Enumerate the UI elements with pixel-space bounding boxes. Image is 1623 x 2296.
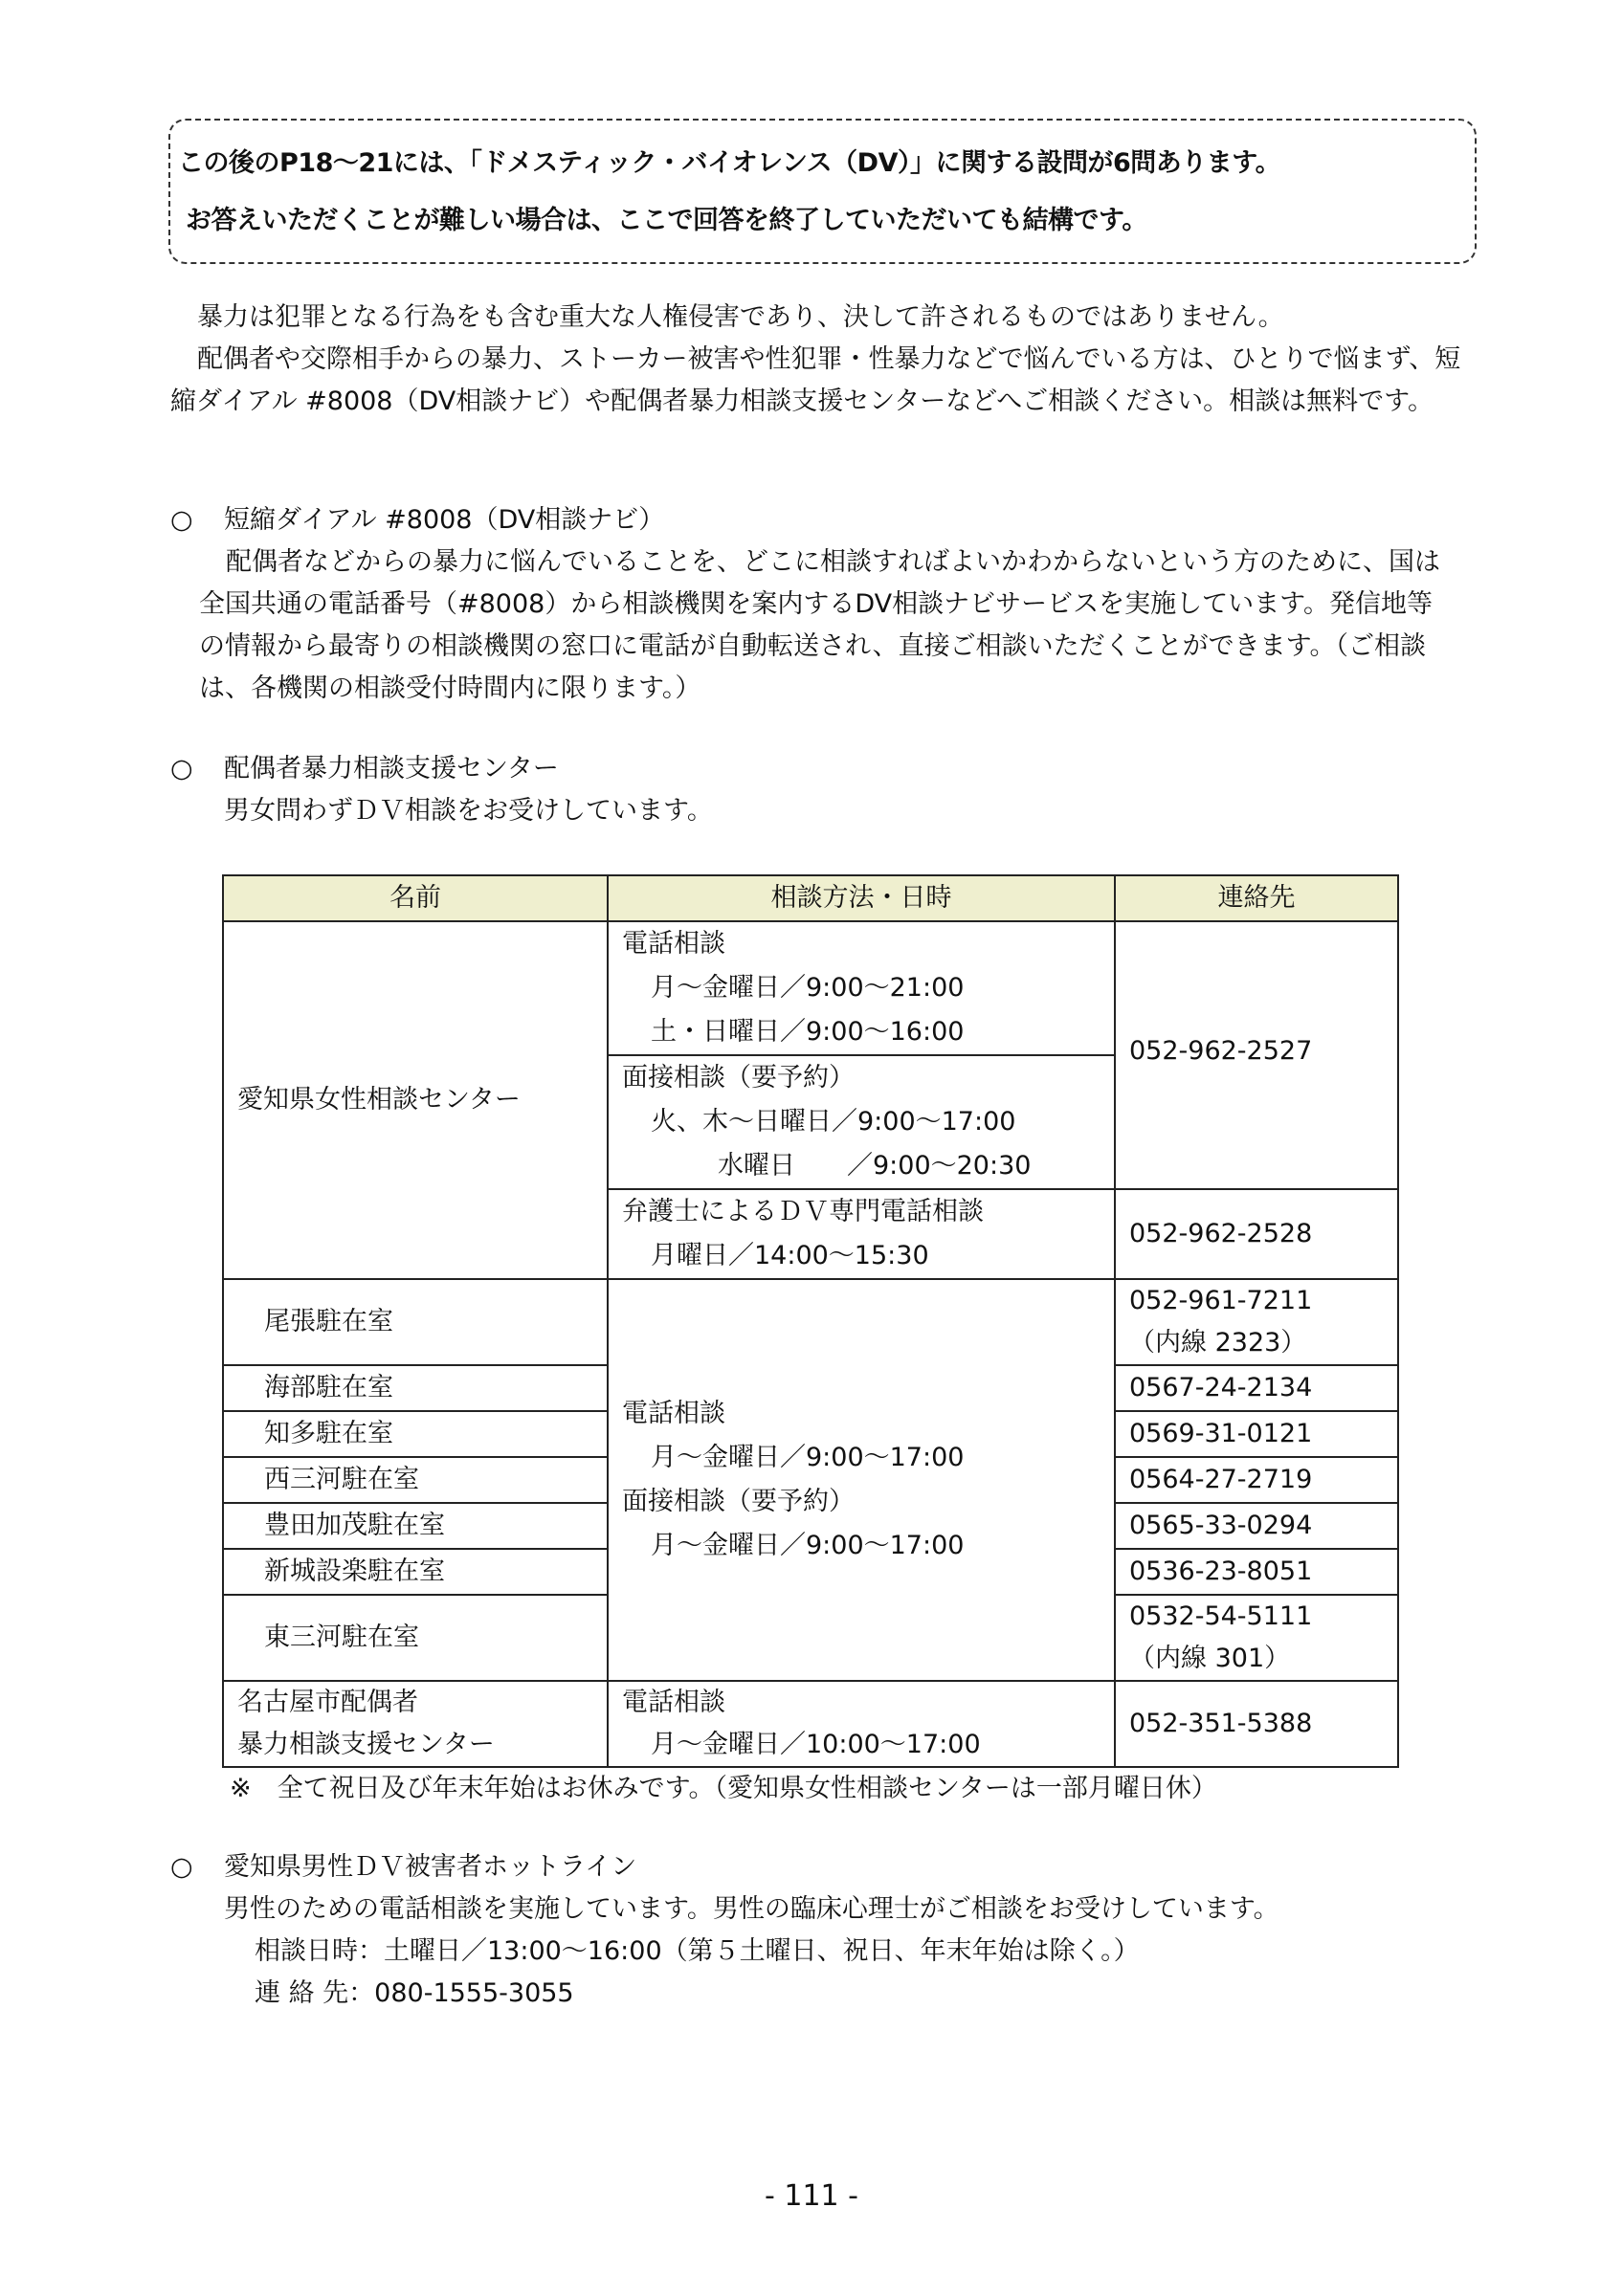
branch-name: 尾張駐在室 (223, 1279, 608, 1365)
lawyer-title: 弁護士によるＤＶ専門電話相談 (622, 1197, 984, 1226)
lawyer-hours-1: 月曜日／14:00～15:30 (651, 1241, 929, 1270)
lawyer-hours (608, 1189, 1115, 1279)
intro-paragraph-2: 配偶者や交際相手からの暴力、ストーカー被害や性犯罪・性暴力などで悩んでいる方は、ひとりで悩まず、短縮ダイアル #8008（DV相談ナビ）や配偶者暴力相談支援センターなどへご相談ください。相談は無料です。 (170, 344, 1461, 416)
branch-tel-ext: （内線 301） (1129, 1644, 1291, 1673)
branch-tel: 0565-33-0294 (1115, 1503, 1398, 1549)
section-title: 愛知県男性ＤＶ被害者ホットライン (224, 1852, 637, 1882)
header-method: 相談方法・日時 (608, 875, 1115, 921)
branch-method-title-1: 電話相談 (622, 1399, 725, 1428)
section-body: 男性のための電話相談を実施しています。男性の臨床心理士がご相談をお受けしています。 (224, 1894, 1279, 1924)
nagoya-method-title: 電話相談 (622, 1688, 725, 1717)
table-header-row (223, 875, 1398, 921)
section-dv-navi (170, 499, 1453, 710)
branch-name: 西三河駐在室 (223, 1457, 608, 1503)
section-body: 男女問わずＤＶ相談をお受けしています。 (224, 796, 713, 826)
visit-hours-2: 水曜日 ／9:00～20:30 (718, 1151, 1032, 1181)
section-title: 短縮ダイアル #8008（DV相談ナビ） (224, 505, 665, 535)
visit-hours-1: 火、木～日曜日／9:00～17:00 (651, 1107, 1016, 1137)
branch-tel: 0536-23-8051 (1115, 1549, 1398, 1595)
branch-name: 豊田加茂駐在室 (223, 1503, 608, 1549)
branch-tel: 0564-27-2719 (1115, 1457, 1398, 1503)
intro-text (170, 297, 1472, 423)
table-note: ※ 全て祝日及び年末年始はお休みです。（愛知県女性相談センターは一部月曜日休） (230, 1774, 1217, 1803)
table-row (223, 921, 1398, 1055)
branch-tel-number: 0532-54-5111 (1129, 1601, 1313, 1631)
notice-line-2: お答えいただくことが難しい場合は、ここで回答を終了していただいても結構です。 (186, 206, 1147, 235)
branch-tel-number: 052-961-7211 (1129, 1286, 1313, 1315)
circle-bullet-icon: ○ (170, 505, 193, 535)
consultation-table (222, 874, 1399, 1768)
section-support-center (170, 748, 1478, 832)
header-name: 名前 (223, 875, 608, 921)
center-tel-1: 052-962-2527 (1115, 921, 1398, 1189)
center-phone-hours (608, 921, 1115, 1055)
center-visit-hours (608, 1055, 1115, 1189)
nagoya-name (223, 1681, 608, 1767)
notice-line-1: この後のP18～21には、「ドメスティック・バイオレンス（DV）」に関する設問が6問あります。 (178, 148, 1281, 178)
nagoya-name-1: 名古屋市配偶者 (237, 1688, 418, 1717)
section-male-hotline (170, 1846, 1508, 2015)
branch-tel: 0567-24-2134 (1115, 1365, 1398, 1411)
branch-tel: 0569-31-0121 (1115, 1411, 1398, 1457)
page-number: - 111 - (765, 2179, 858, 2213)
branch-name: 知多駐在室 (223, 1411, 608, 1457)
center-tel-2: 052-962-2528 (1115, 1189, 1398, 1279)
phone-title: 電話相談 (622, 929, 725, 959)
nagoya-name-2: 暴力相談支援センター (237, 1730, 495, 1759)
hotline-contact: 連 絡 先：080-1555-3055 (255, 1978, 574, 2008)
nagoya-method-hours: 月～金曜日／10:00～17:00 (651, 1730, 981, 1759)
nagoya-method (608, 1681, 1115, 1767)
notice-box (168, 119, 1477, 264)
branch-name: 新城設楽駐在室 (223, 1549, 608, 1595)
circle-bullet-icon: ○ (170, 1852, 193, 1882)
branch-tel-ext: （内線 2323） (1129, 1328, 1307, 1358)
table-row (223, 1681, 1398, 1767)
nagoya-tel: 052-351-5388 (1115, 1681, 1398, 1767)
visit-title: 面接相談（要予約） (622, 1063, 855, 1093)
intro-paragraph-1: 暴力は犯罪となる行為をも含む重大な人権侵害であり、決して許されるものではありません。 (197, 302, 1284, 332)
branch-name: 東三河駐在室 (223, 1595, 608, 1681)
branch-method-hours-2: 月～金曜日／9:00～17:00 (651, 1531, 965, 1560)
center-name: 愛知県女性相談センター (223, 921, 608, 1279)
branch-tel (1115, 1279, 1398, 1365)
branch-tel (1115, 1595, 1398, 1681)
table-row (223, 1279, 1398, 1365)
circle-bullet-icon: ○ (170, 754, 193, 784)
branch-method (608, 1279, 1115, 1681)
branch-method-title-2: 面接相談（要予約） (622, 1487, 855, 1516)
section-body: 配偶者などからの暴力に悩んでいることを、どこに相談すればよいかわからないという方のために、国は全国共通の電話番号（#8008）から相談機関を案内するDV相談ナビサービスを実施しています。発信地等の情報から最寄りの相談機関の窓口に電話が自動転送され、直接ご相談いただくことができます。（ご相談は、各機関の相談受付時間内に限ります。） (199, 547, 1440, 703)
header-contact: 連絡先 (1115, 875, 1398, 921)
hotline-hours: 相談日時：土曜日／13:00～16:00（第５土曜日、祝日、年末年始は除く。） (255, 1936, 1140, 1966)
phone-hours-2: 土・日曜日／9:00～16:00 (651, 1017, 965, 1047)
section-title: 配偶者暴力相談支援センター (224, 754, 559, 784)
branch-name: 海部駐在室 (223, 1365, 608, 1411)
branch-method-hours-1: 月～金曜日／9:00～17:00 (651, 1443, 965, 1472)
phone-hours-1: 月～金曜日／9:00～21:00 (651, 973, 965, 1003)
